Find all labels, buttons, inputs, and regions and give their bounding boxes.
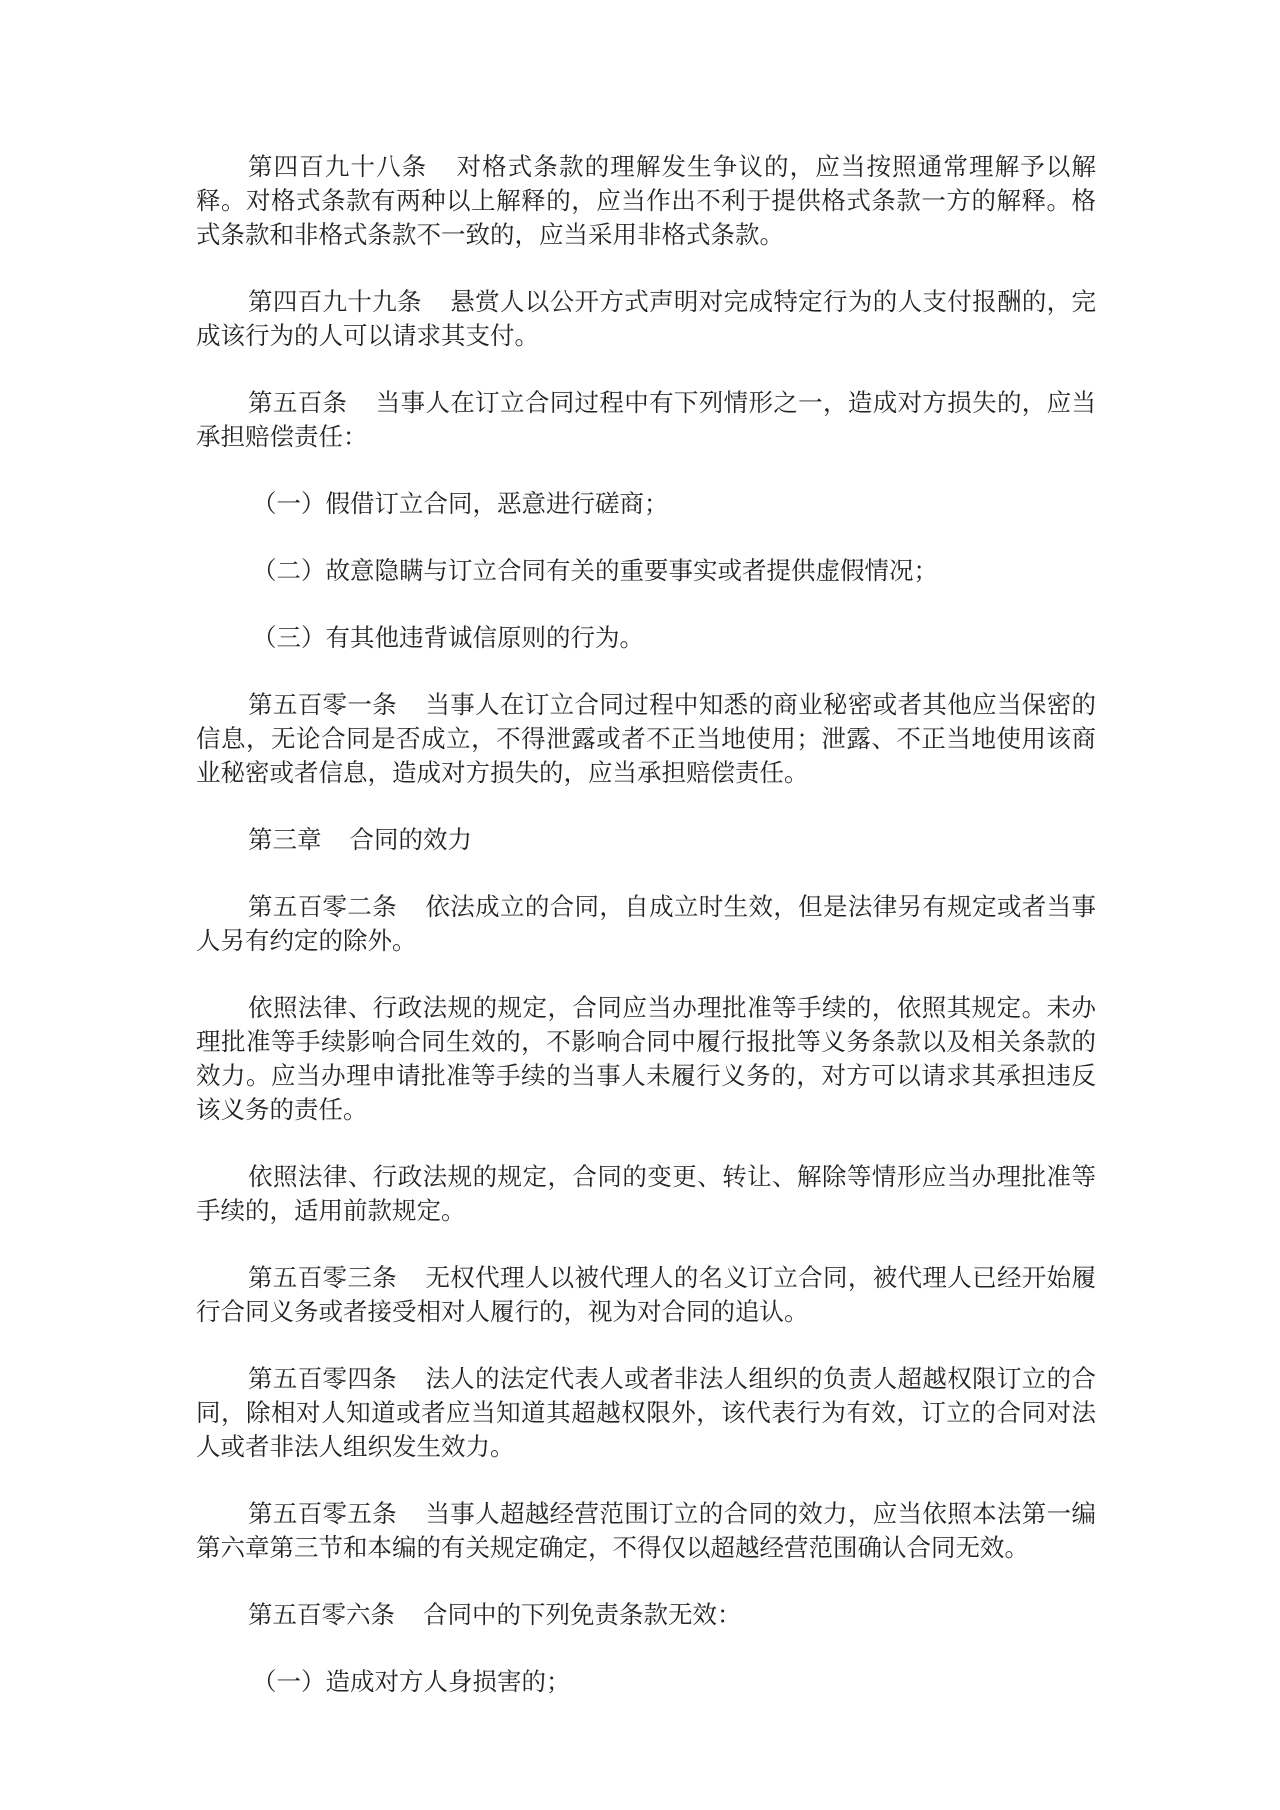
article-500	[196, 386, 1096, 454]
article-504	[196, 1362, 1096, 1464]
article-heading: 第五百条	[248, 388, 348, 417]
list-item	[196, 554, 1096, 588]
article-text: 合同中的下列免责条款无效：	[423, 1600, 742, 1629]
list-item-text: （二）故意隐瞒与订立合同有关的重要事实或者提供虚假情况；	[252, 556, 938, 585]
article-text: 依法成立的合同，自成立时生效，但是法律另有规定或者当事人另有约定的除外。	[196, 892, 1096, 955]
article-text: 悬赏人以公开方式声明对完成特定行为的人支付报酬的，完成该行为的人可以请求其支付。	[196, 287, 1097, 350]
article-heading: 第五百零一条	[248, 690, 398, 719]
chapter-heading	[196, 823, 1096, 857]
article-heading: 第四百九十九条	[248, 287, 422, 316]
paragraph-text: 依照法律、行政法规的规定，合同的变更、转让、解除等情形应当办理批准等手续的，适用前款规定。	[196, 1162, 1096, 1225]
article-heading: 第五百零六条	[248, 1600, 395, 1629]
article-text: 对格式条款的理解发生争议的，应当按照通常理解予以解释。对格式条款有两种以上解释的，应当作出不利于提供格式条款一方的解释。格式条款和非格式条款不一致的，应当采用非格式条款。	[196, 152, 1096, 249]
chapter-number: 第三章	[248, 825, 322, 854]
article-text: 无权代理人以被代理人的名义订立合同，被代理人已经开始履行合同义务或者接受相对人履行的，视为对合同的追认。	[196, 1263, 1096, 1326]
article-text: 当事人超越经营范围订立的合同的效力，应当依照本法第一编第六章第三节和本编的有关规定确定，不得仅以超越经营范围确认合同无效。	[196, 1499, 1096, 1562]
list-item-text: （三）有其他违背诚信原则的行为。	[252, 623, 644, 652]
article-502-paragraph-3	[196, 1160, 1096, 1228]
article-heading: 第四百九十八条	[248, 152, 428, 181]
article-501	[196, 688, 1096, 790]
article-heading: 第五百零五条	[248, 1499, 398, 1528]
article-heading: 第五百零三条	[248, 1263, 398, 1292]
article-498	[196, 150, 1096, 252]
article-heading: 第五百零四条	[248, 1364, 398, 1393]
article-506	[196, 1598, 1096, 1632]
paragraph-text: 依照法律、行政法规的规定，合同应当办理批准等手续的，依照其规定。未办理批准等手续影响合同生效的，不影响合同中履行报批等义务条款以及相关条款的效力。应当办理申请批准等手续的当事人未履行义务的，对方可以请求其承担违反该义务的责任。	[196, 993, 1096, 1124]
article-text: 当事人在订立合同过程中知悉的商业秘密或者其他应当保密的信息，无论合同是否成立，不得泄露或者不正当地使用；泄露、不正当地使用该商业秘密或者信息，造成对方损失的，应当承担赔偿责任。	[196, 690, 1096, 787]
chapter-title: 合同的效力	[349, 825, 472, 854]
article-503	[196, 1261, 1096, 1329]
article-502	[196, 890, 1096, 958]
article-text: 当事人在订立合同过程中有下列情形之一，造成对方损失的，应当承担赔偿责任：	[196, 388, 1097, 451]
article-text: 法人的法定代表人或者非法人组织的负责人超越权限订立的合同，除相对人知道或者应当知道其超越权限外，该代表行为有效，订立的合同对法人或者非法人组织发生效力。	[196, 1364, 1096, 1461]
list-item	[196, 1665, 1096, 1699]
list-item	[196, 621, 1096, 655]
list-item	[196, 487, 1096, 521]
article-499	[196, 285, 1096, 353]
document-page	[196, 150, 1096, 1732]
article-heading: 第五百零二条	[248, 892, 398, 921]
article-505	[196, 1497, 1096, 1565]
list-item-text: （一）假借订立合同，恶意进行磋商；	[252, 489, 669, 518]
list-item-text: （一）造成对方人身损害的；	[252, 1667, 571, 1696]
article-502-paragraph-2	[196, 991, 1096, 1127]
